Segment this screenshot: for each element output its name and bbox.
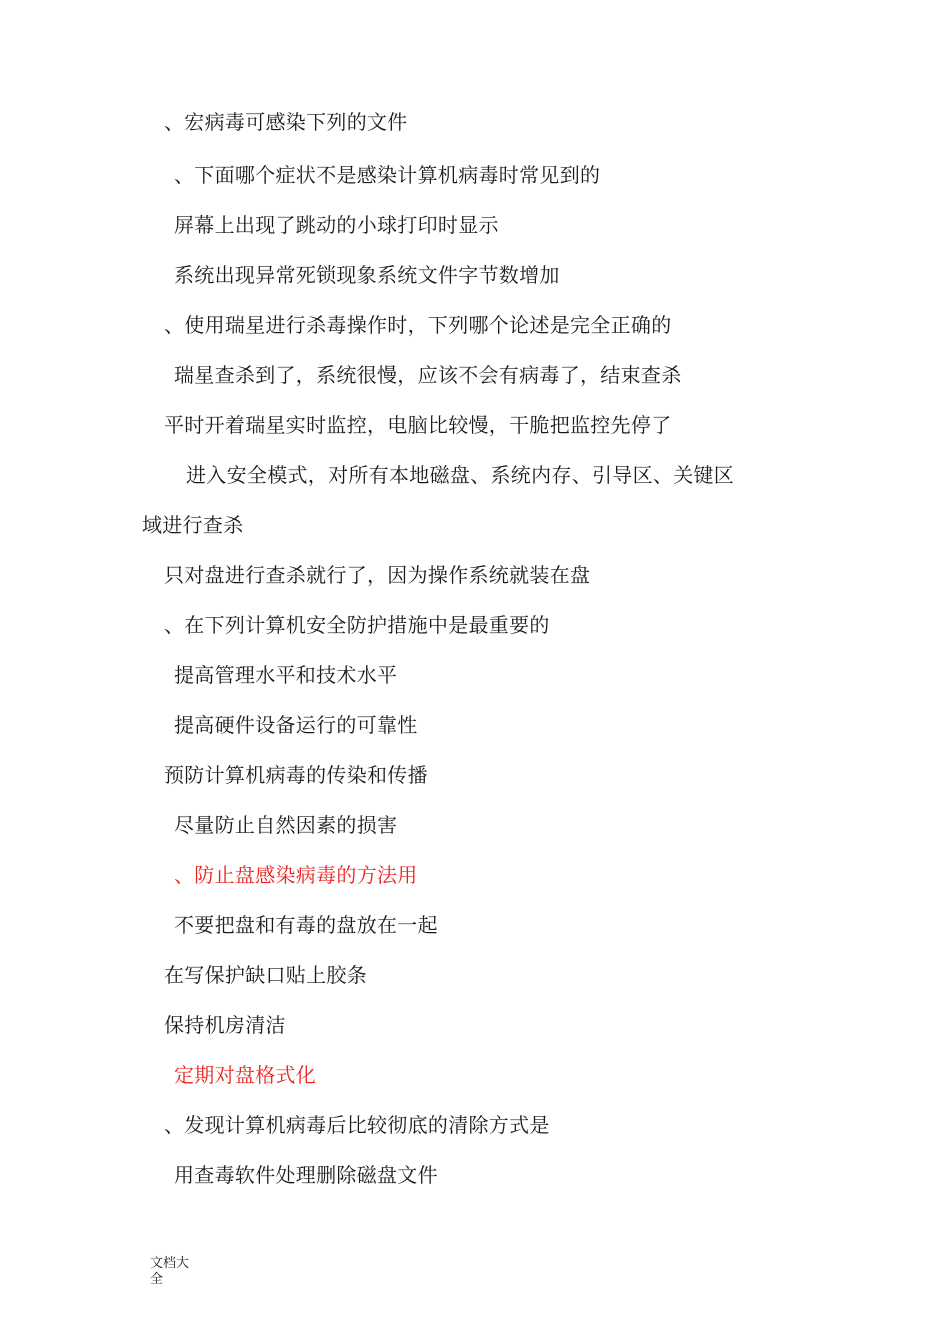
- option-line: 瑞星查杀到了，系统很慢，应该不会有病毒了，结束查杀: [174, 363, 682, 387]
- question-macro-virus: 、宏病毒可感染下列的文件: [164, 110, 408, 134]
- question-symptom: 、下面哪个症状不是感染计算机病毒时常见到的: [174, 163, 601, 187]
- option-line: 预防计算机病毒的传染和传播: [164, 763, 428, 787]
- question-rising-antivirus: 、使用瑞星进行杀毒操作时，下列哪个论述是完全正确的: [164, 313, 672, 337]
- option-line: 用查毒软件处理删除磁盘文件: [174, 1163, 438, 1187]
- option-line: 提高硬件设备运行的可靠性: [174, 713, 418, 737]
- option-line: 平时开着瑞星实时监控，电脑比较慢，干脆把监控先停了: [164, 413, 672, 437]
- option-line: 在写保护缺口贴上胶条: [164, 963, 367, 987]
- option-line: 只对盘进行查杀就行了，因为操作系统就装在盘: [164, 563, 591, 587]
- page-footer: 文档大全: [150, 1256, 190, 1287]
- option-line: 保持机房清洁: [164, 1013, 286, 1037]
- option-line-continuation: 域进行查杀: [142, 513, 244, 537]
- option-line: 提高管理水平和技术水平: [174, 663, 398, 687]
- option-line: 进入安全模式，对所有本地磁盘、系统内存、引导区、关键区: [186, 463, 735, 487]
- question-security-measures: 、在下列计算机安全防护措施中是最重要的: [164, 613, 550, 637]
- option-line: 屏幕上出现了跳动的小球打印时显示: [174, 213, 499, 237]
- option-line: 尽量防止自然因素的损害: [174, 813, 398, 837]
- option-line: 不要把盘和有毒的盘放在一起: [174, 913, 438, 937]
- question-virus-removal: 、发现计算机病毒后比较彻底的清除方式是: [164, 1113, 550, 1137]
- option-line: 系统出现异常死锁现象系统文件字节数增加: [174, 263, 560, 287]
- question-disk-protection: 、防止盘感染病毒的方法用: [174, 863, 418, 887]
- answer-highlighted: 定期对盘格式化: [174, 1063, 317, 1087]
